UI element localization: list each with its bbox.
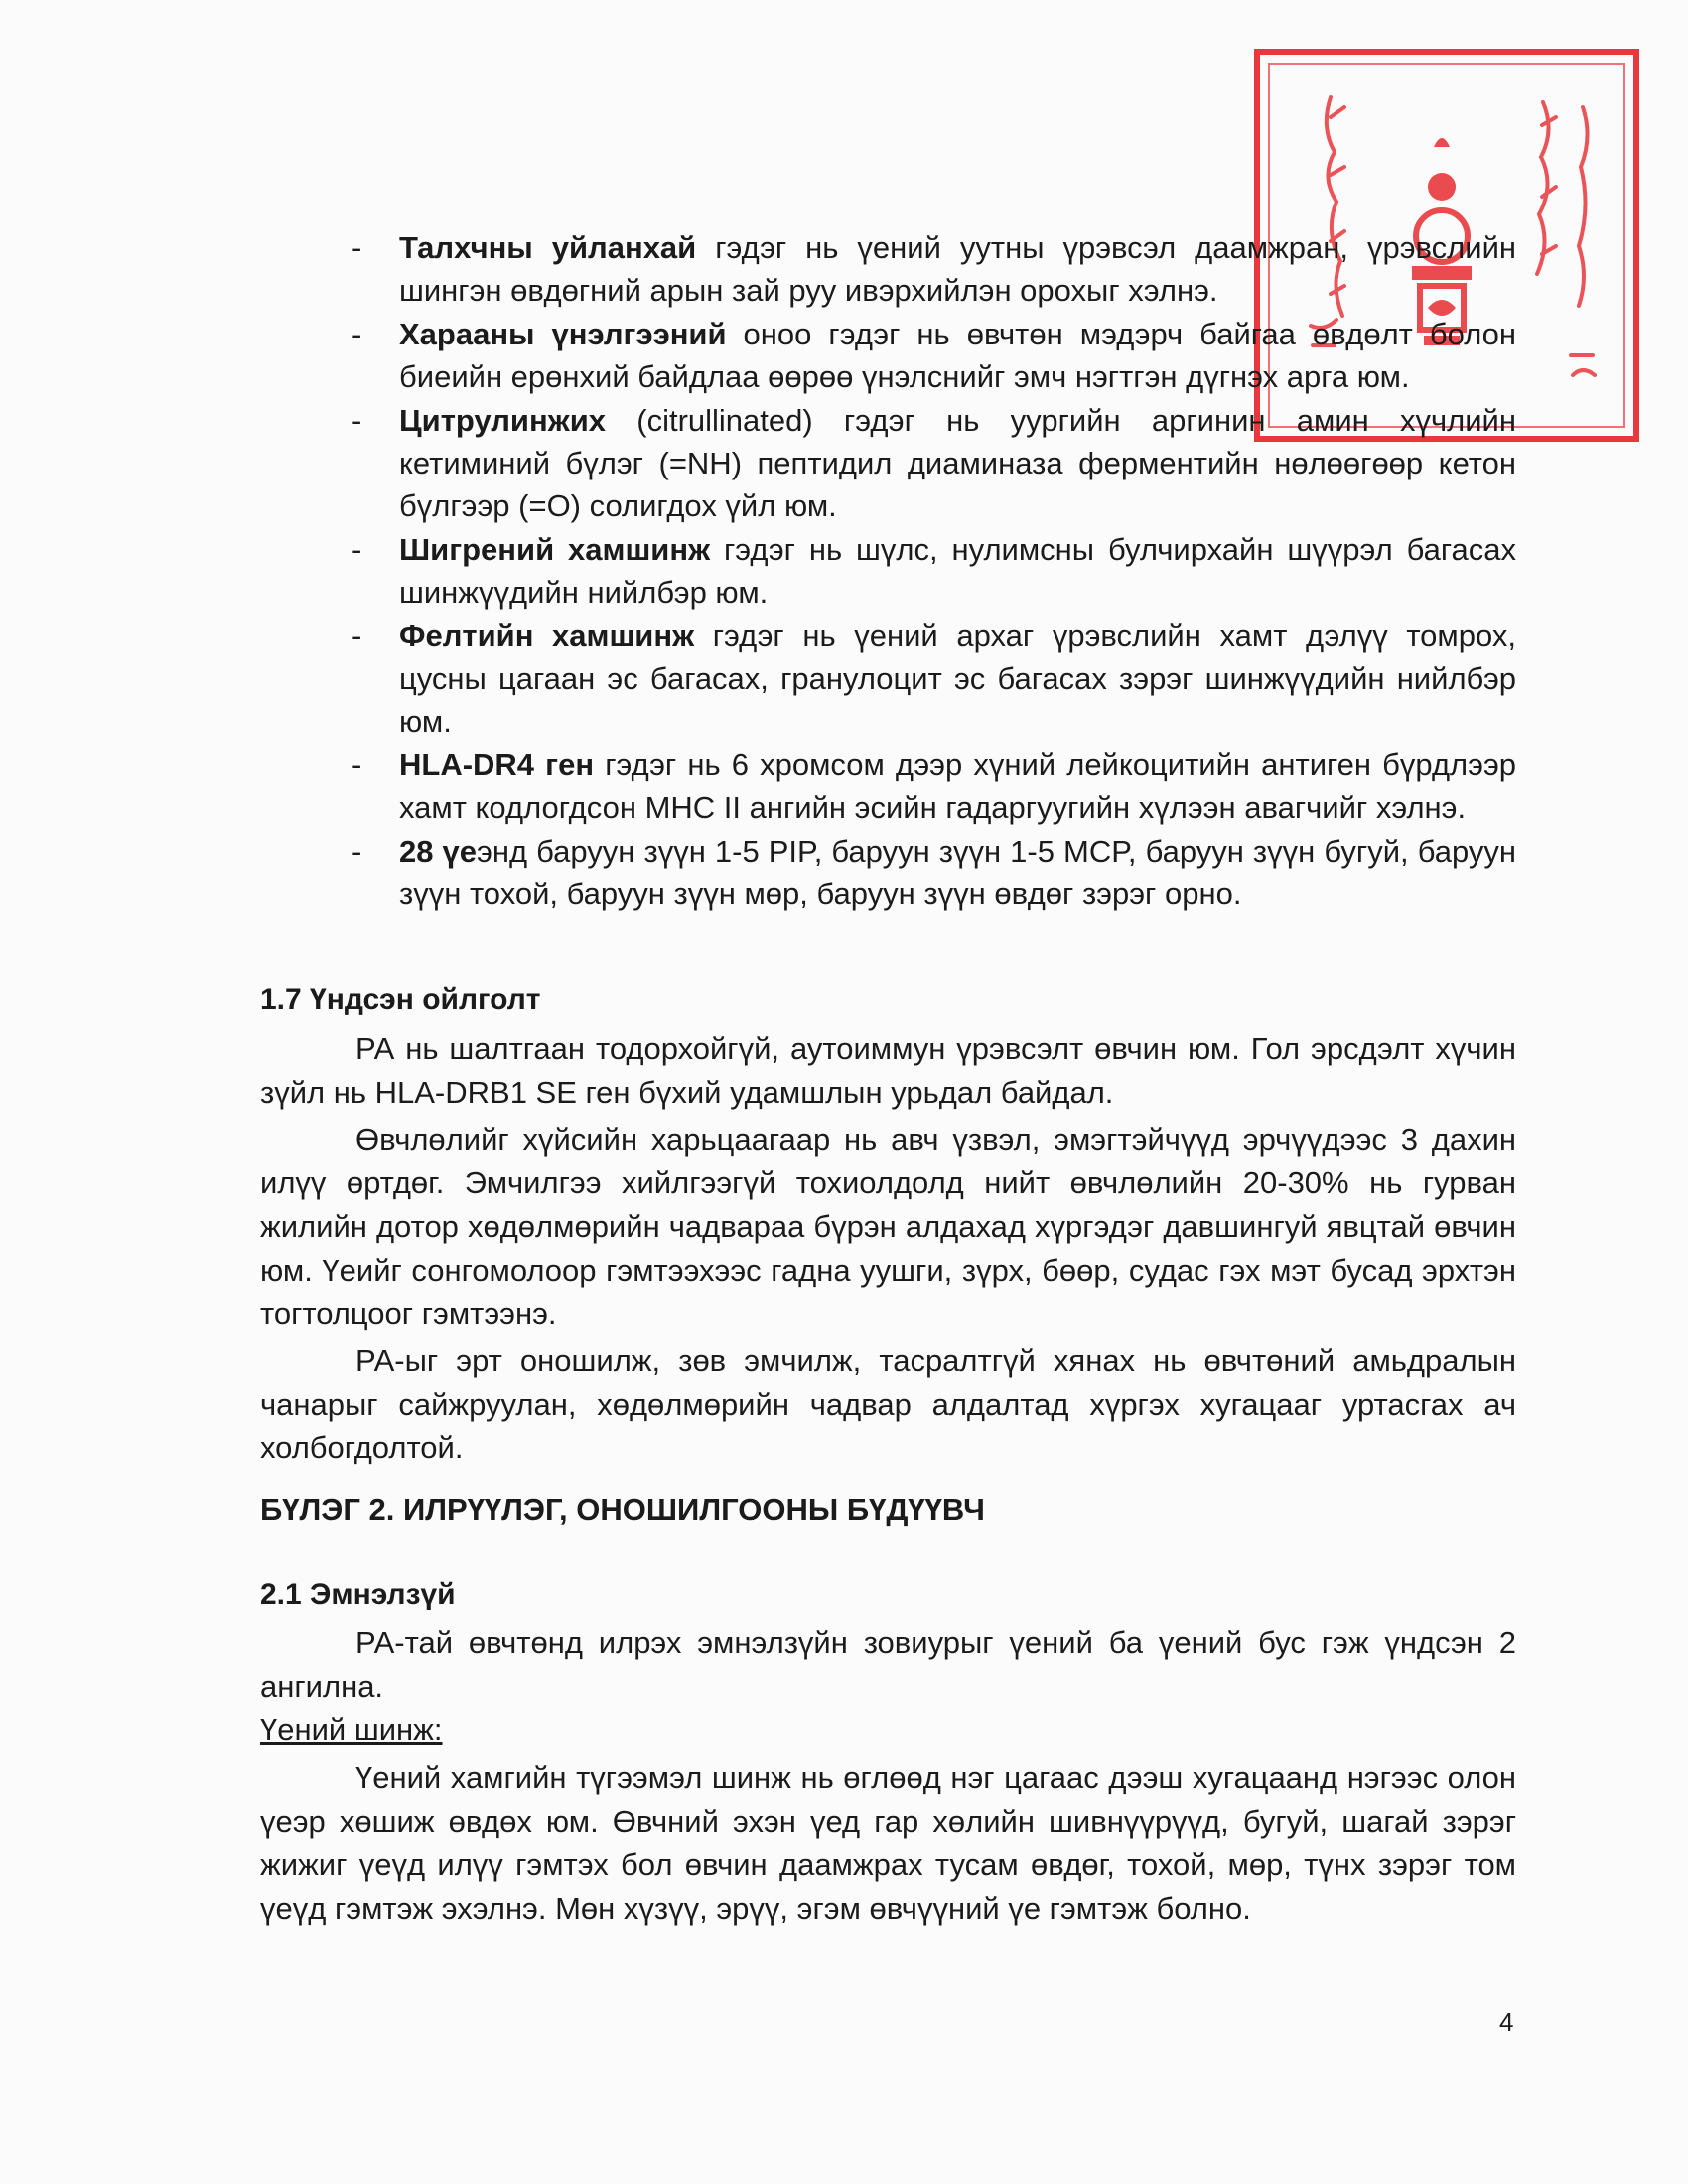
definitions-list: [260, 226, 1516, 916]
section-heading: 2.1 Эмнэлзүй: [260, 1578, 456, 1611]
definition-text: гэдэг нь 6 хромсом дээр хүний лейкоцитийн антиген бүрдлээр хамт кодлогдсон MHC II ангийн эсийн гадаргуугийн хүлээн авагчийг хэлнэ.: [399, 748, 1517, 825]
definition-text: гэдэг нь үений уутны үрэвсэл даамжран, үрэвслийн шингэн өвдөгний арын зай руу ивэрхийлэн орохыг хэлнэ.: [399, 230, 1516, 308]
paragraph: Өвчлөлийг хүйсийн харьцаагаар нь авч үзвэл, эмэгтэйчүүд эрчүүдээс 3 дахин илүү өртдөг. Эмчилгээ хийлгээгүй тохиолдолд нийт өвчлөлийн 20-30% нь гурван жилийн дотор хөдөлмөрийн чадвараа бүрэн алдахад хүргэдэг давшингуй явцтай өвчин юм. Үеийг сонгомолоор гэмтээхээс гадна уушги, зүрх, бөөр, судас гэх мэт бусад эрхтэн тогтолцоог гэмтээнэ.: [260, 1122, 1516, 1331]
definition-term: Фелтийн хамшинж: [399, 618, 695, 653]
list-dash: -: [352, 748, 362, 782]
definition-item: [260, 226, 1516, 312]
definition-text: гэдэг нь үений архаг үрэвслийн хамт дэлүү томрох, цусны цагаан эс багасах, гранулоцит эс багасах зэрэг шинжүүдийн нийлбэр юм.: [399, 618, 1516, 739]
definition-term: Харааны үнэлгээний: [399, 317, 727, 351]
definition-text: гэдэг нь шүлс, нулимсны булчирхайн шүүрэл багасах шинжүүдийн нийлбэр юм.: [399, 532, 1516, 610]
definition-item: [260, 830, 1516, 915]
definition-term: HLA-DR4 ген: [399, 748, 595, 782]
definition-item: [260, 744, 1516, 829]
list-dash: -: [352, 834, 362, 869]
subheading: Үений шинж:: [260, 1712, 443, 1747]
page-number: 4: [1499, 2007, 1514, 2037]
list-dash: -: [352, 230, 362, 265]
paragraph: РА нь шалтгаан тодорхойгүй, аутоиммун үрэвсэлт өвчин юм. Гол эрсдэлт хүчин зүйл нь HLA-DRB1 SE ген бүхий удамшлын урьдал байдал.: [260, 1031, 1516, 1110]
list-dash: -: [352, 403, 362, 438]
definition-item: [260, 614, 1516, 743]
definition-item: [260, 528, 1516, 614]
definition-term: Цитрулинжих: [399, 403, 606, 438]
definition-term: Шигрений хамшинж: [399, 532, 711, 567]
paragraph: Үений хамгийн түгээмэл шинж нь өглөөд нэг цагаас дээш хугацаанд нэгээс олон үеэр хөшиж өвдөх юм. Өвчний эхэн үед гар хөлийн шивнүүрүүд, бугуй, шагай зэрэг жижиг үеүд илүү гэмтэх бол өвчин даамжрах тусам өвдөг, тохой, мөр, түнх зэрэг том үеүд гэмтэж эхэлнэ. Мөн хүзүү, эрүү, эгэм өвчүүний үе гэмтэж болно.: [260, 1760, 1516, 1926]
chapter-heading: БҮЛЭГ 2. ИЛРҮҮЛЭГ, ОНОШИЛГООНЫ БҮДҮҮВЧ: [260, 1492, 985, 1527]
paragraph: РА-ыг эрт оношилж, зөв эмчилж, тасралтгүй хянах нь өвчтөний амьдралын чанарыг сайжруулан, хөдөлмөрийн чадвар алдалтад хүргэх хугацааг уртасгах ач холбогдолтой.: [260, 1343, 1516, 1465]
definition-item: [260, 313, 1516, 398]
definition-term: 28 үе: [399, 834, 478, 869]
list-dash: -: [352, 618, 362, 653]
definition-text: (citrullinated) гэдэг нь уургийн аргинин амин хүчлийн кетиминий бүлэг (=NH) пептидил диаминаза ферментийн нөлөөгөөр кетон бүлгээр (=O) солигдох үйл юм.: [399, 403, 1516, 523]
list-dash: -: [352, 317, 362, 351]
paragraph: РА-тай өвчтөнд илрэх эмнэлзүйн зовиурыг үений ба үений бус гэж үндсэн 2 ангилна.: [260, 1625, 1516, 1704]
section-1-7: [260, 978, 1516, 1470]
definition-term: Талхчны уйланхай: [399, 230, 697, 265]
definition-text: оноо гэдэг нь өвчтөн мэдэрч байгаа өвдөлт болон биеийн ерөнхий байдлаа өөрөө үнэлснийг эмч нэгтгэн дүгнэх арга юм.: [399, 317, 1516, 394]
definition-item: [260, 399, 1516, 527]
section-heading: 1.7 Үндсэн ойлголт: [260, 983, 541, 1016]
chapter-2: [260, 1492, 1516, 1528]
definition-text: энд баруун зүүн 1-5 PIP, баруун зүүн 1-5 MCP, баруун зүүн бугуй, баруун зүүн тохой, баруун зүүн мөр, баруун зүүн өвдөг зэрэг орно.: [399, 834, 1516, 911]
list-dash: -: [352, 532, 362, 567]
section-2-1: [260, 1573, 1516, 1931]
